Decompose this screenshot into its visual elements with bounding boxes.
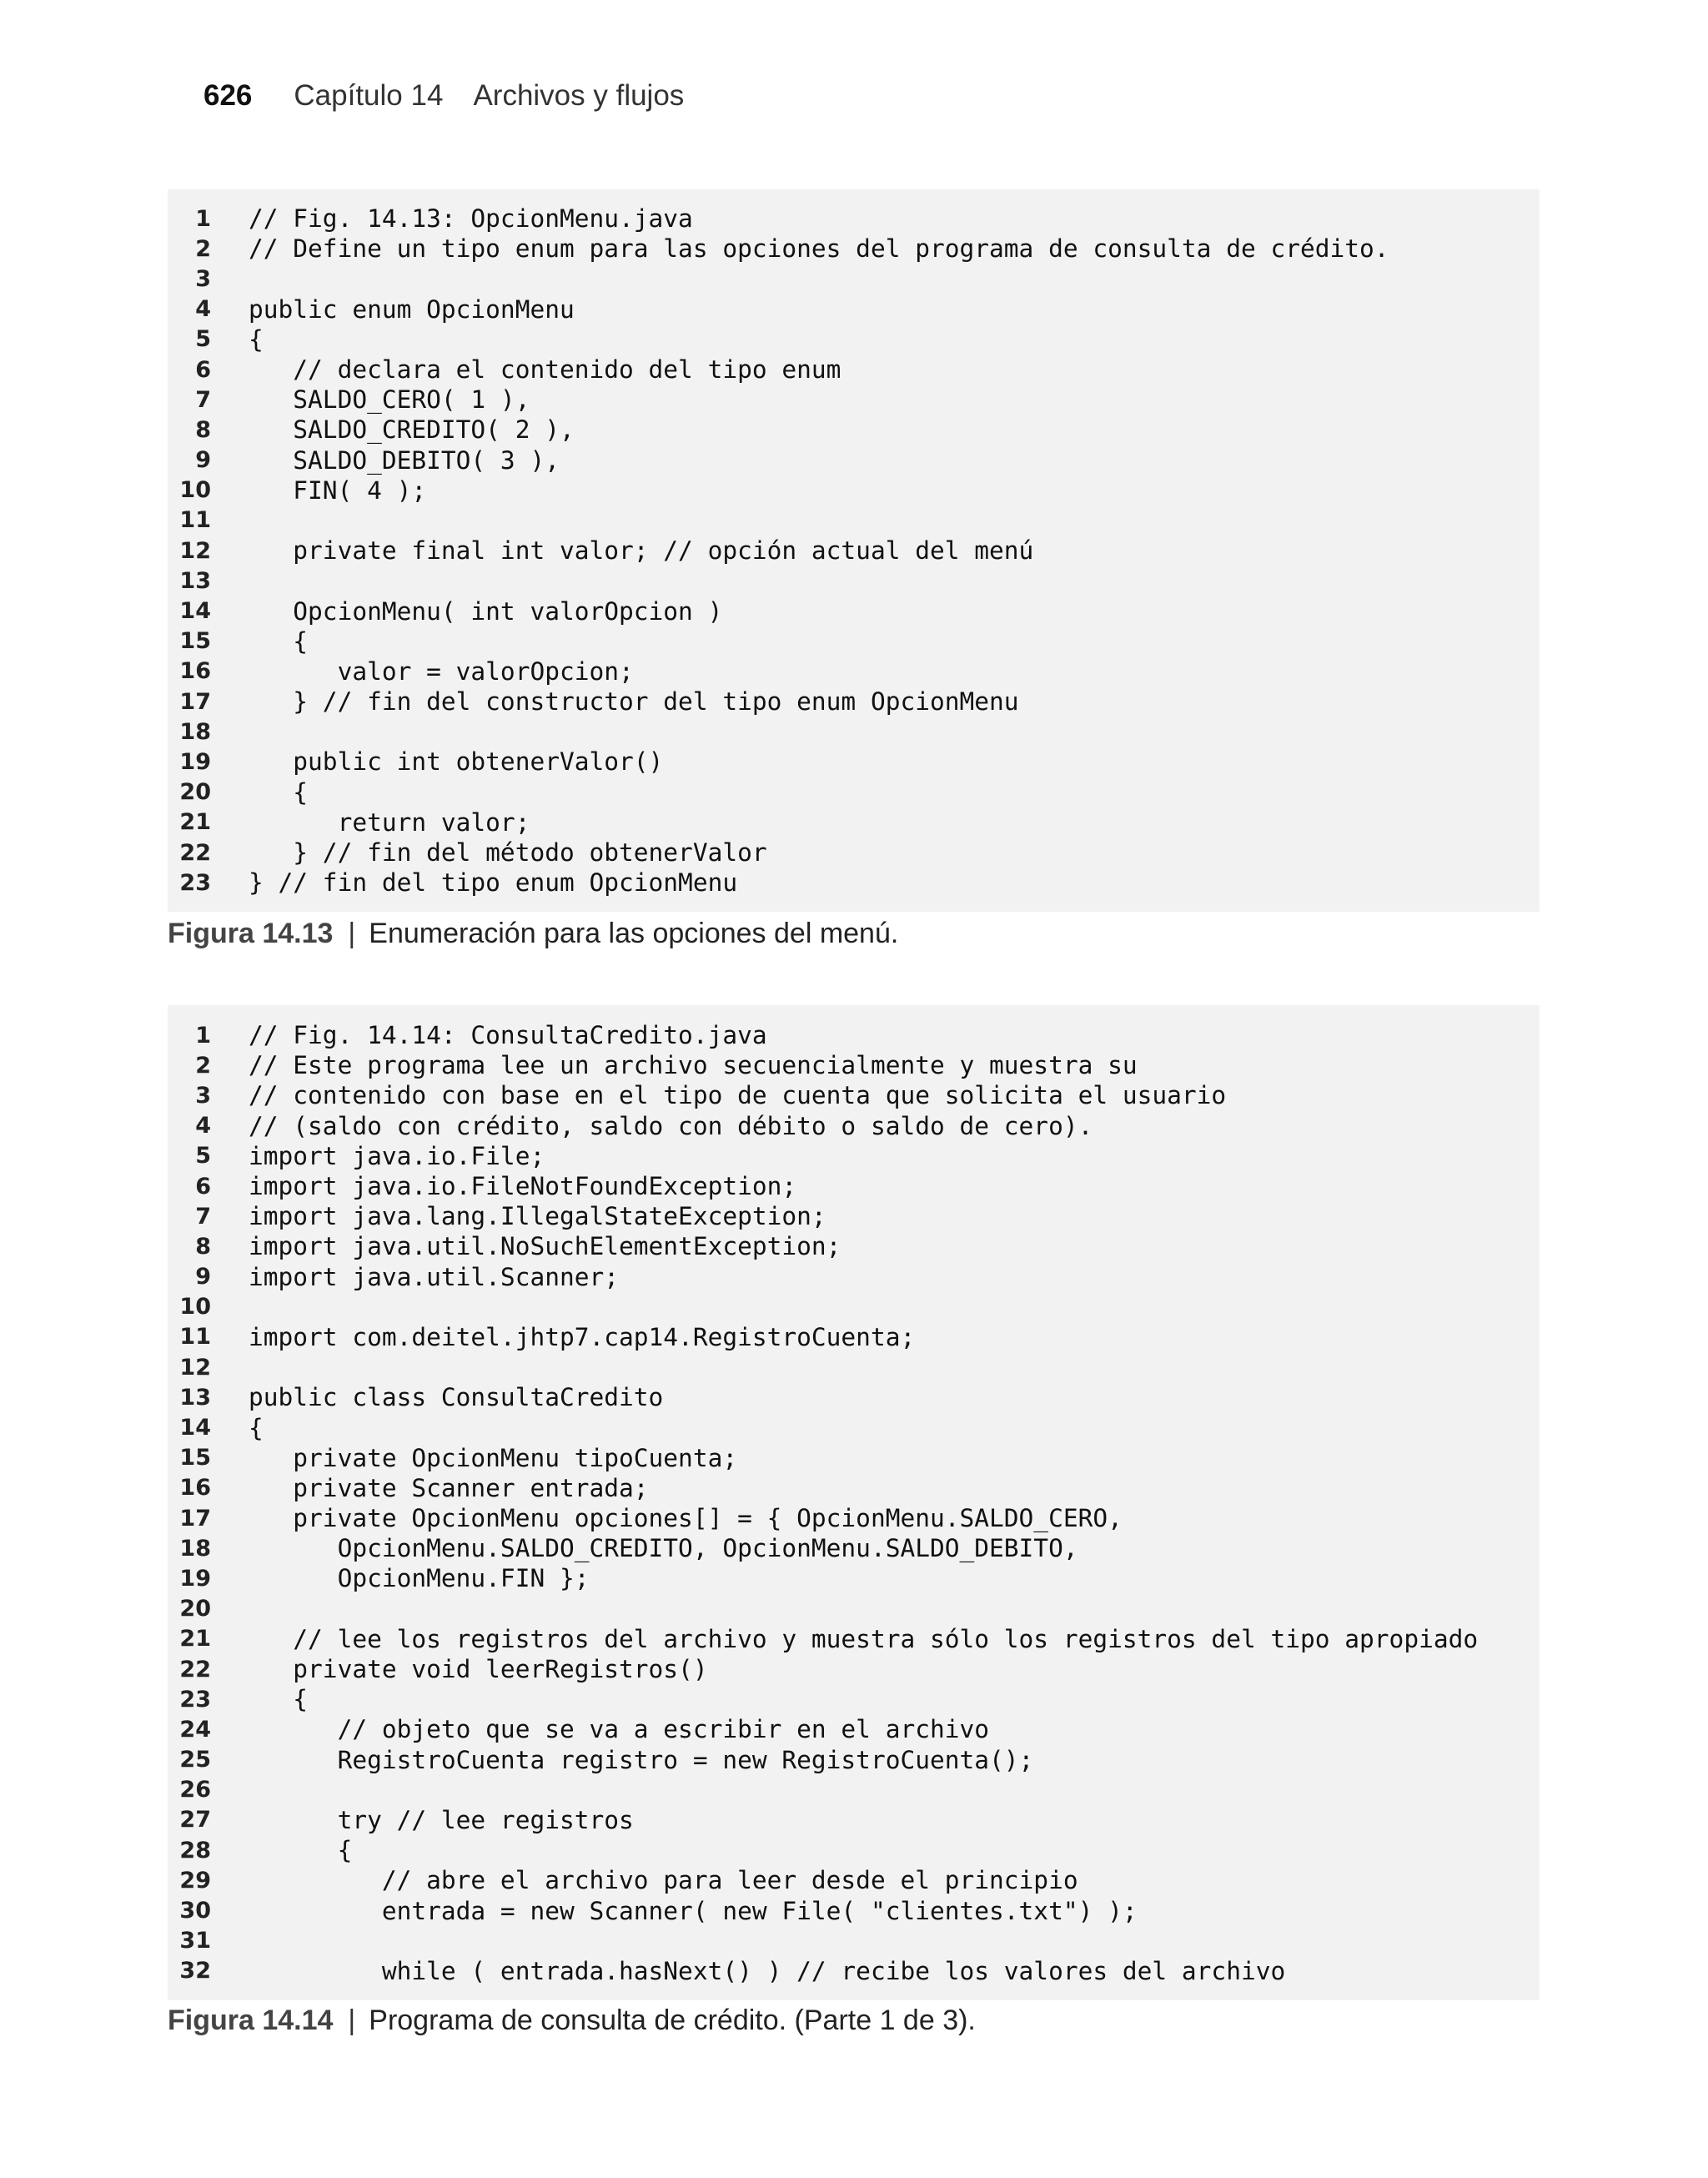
- line-number: 8: [195, 416, 211, 443]
- line-number: 21: [179, 1626, 211, 1652]
- line-number: 23: [179, 869, 211, 896]
- line-number: 6: [195, 1173, 211, 1200]
- figure-caption-14-14: [168, 2004, 976, 2037]
- line-number: 7: [195, 386, 211, 413]
- code-line: [168, 294, 1540, 324]
- line-number: 24: [179, 1716, 211, 1743]
- code-line: [168, 687, 1540, 717]
- code-line: [168, 1050, 1540, 1080]
- line-number: 17: [179, 688, 211, 715]
- line-number: 28: [179, 1837, 211, 1864]
- figure-label: Figura 14.14: [168, 2004, 334, 2036]
- code-line: [168, 1533, 1540, 1563]
- code-line: [168, 264, 1540, 294]
- code-text: // Define un tipo enum para las opciones del programa de consulta de crédito.: [249, 234, 1389, 264]
- code-line: [168, 1171, 1540, 1201]
- code-text: } // fin del método obtenerValor: [249, 838, 767, 868]
- line-number: 3: [195, 1082, 211, 1109]
- code-line: [168, 1473, 1540, 1503]
- code-text: private OpcionMenu tipoCuenta;: [249, 1443, 738, 1472]
- code-text: import com.deitel.jhtp7.cap14.RegistroCuenta;: [249, 1322, 916, 1351]
- code-line: [168, 1322, 1540, 1352]
- line-number: 27: [179, 1807, 211, 1833]
- code-text: // lee los registros del archivo y muestra sólo los registros del tipo apropiado: [249, 1624, 1479, 1653]
- line-number: 17: [179, 1505, 211, 1532]
- code-line: [168, 355, 1540, 385]
- line-number: 19: [179, 748, 211, 775]
- code-text: RegistroCuenta registro = new RegistroCuenta();: [249, 1745, 1034, 1774]
- code-text: // Fig. 14.14: ConsultaCredito.java: [249, 1021, 767, 1050]
- line-number: 9: [195, 447, 211, 474]
- code-line: [168, 1775, 1540, 1805]
- line-number: 12: [179, 1354, 211, 1381]
- code-line: [168, 777, 1540, 807]
- code-text: import java.io.FileNotFoundException;: [249, 1172, 797, 1201]
- line-number: 19: [179, 1565, 211, 1592]
- line-number: 14: [179, 598, 211, 625]
- line-number: 6: [195, 356, 211, 383]
- code-line: [168, 536, 1540, 566]
- code-line: [168, 596, 1540, 626]
- code-text: } // fin del tipo enum OpcionMenu: [249, 868, 738, 898]
- code-line: [168, 1624, 1540, 1654]
- code-line: [168, 1926, 1540, 1956]
- caption-separator: |: [348, 2004, 356, 2036]
- code-line: [168, 1292, 1540, 1322]
- line-number: 11: [179, 507, 211, 534]
- code-text: import java.lang.IllegalStateException;: [249, 1202, 826, 1231]
- code-text: OpcionMenu.SALDO_CREDITO, OpcionMenu.SALDO_DEBITO,: [249, 1534, 1078, 1563]
- line-number: 18: [179, 1535, 211, 1562]
- figure-caption-text: Programa de consulta de crédito. (Parte 1 de 3).: [369, 2004, 976, 2036]
- code-text: private OpcionMenu opciones[] = { OpcionMenu.SALDO_CERO,: [249, 1504, 1123, 1533]
- line-number: 5: [195, 1143, 211, 1169]
- line-number: 26: [179, 1777, 211, 1803]
- line-number: 2: [195, 235, 211, 262]
- code-line: [168, 385, 1540, 415]
- code-text: import java.io.File;: [249, 1141, 545, 1170]
- code-line: [168, 1745, 1540, 1775]
- code-line: [168, 717, 1540, 747]
- code-line: [168, 1714, 1540, 1744]
- line-number: 22: [179, 1656, 211, 1683]
- page-header: [203, 79, 684, 121]
- line-number: 13: [179, 1384, 211, 1411]
- code-line: [168, 1443, 1540, 1473]
- code-text: // (saldo con crédito, saldo con débito o saldo de cero).: [249, 1111, 1093, 1140]
- line-number: 22: [179, 839, 211, 866]
- code-text: SALDO_CERO( 1 ),: [249, 385, 530, 415]
- line-number: 11: [179, 1324, 211, 1351]
- code-line: [168, 1805, 1540, 1835]
- line-number: 7: [195, 1203, 211, 1230]
- code-line: [168, 1262, 1540, 1292]
- line-number: 2: [195, 1052, 211, 1079]
- line-number: 14: [179, 1415, 211, 1441]
- line-number: 1: [195, 1022, 211, 1049]
- figure-caption-text: Enumeración para las opciones del menú.: [369, 918, 899, 949]
- page-number: 626: [203, 79, 253, 112]
- code-line: [168, 747, 1540, 777]
- line-number: 23: [179, 1686, 211, 1713]
- code-line: [168, 445, 1540, 475]
- code-line: [168, 1956, 1540, 1986]
- code-line: [168, 868, 1540, 898]
- code-text: try // lee registros: [249, 1805, 634, 1834]
- code-line: [168, 1412, 1540, 1442]
- line-number: 12: [179, 537, 211, 564]
- code-text: {: [249, 626, 309, 656]
- code-line: [168, 837, 1540, 868]
- line-number: 20: [179, 779, 211, 806]
- code-text: {: [249, 1836, 353, 1865]
- code-line: [168, 324, 1540, 355]
- line-number: 16: [179, 658, 211, 685]
- line-number: 21: [179, 809, 211, 836]
- code-line: [168, 1835, 1540, 1865]
- code-text: public enum OpcionMenu: [249, 294, 575, 324]
- line-number: 15: [179, 628, 211, 655]
- code-text: // declara el contenido del tipo enum: [249, 355, 841, 385]
- line-number: 32: [179, 1958, 211, 1984]
- caption-separator: |: [348, 918, 356, 949]
- line-number: 4: [195, 1113, 211, 1139]
- code-line: [168, 1865, 1540, 1895]
- code-line: [168, 1382, 1540, 1412]
- code-line: [168, 1352, 1540, 1382]
- code-text: import java.util.Scanner;: [249, 1262, 620, 1291]
- code-text: {: [249, 1685, 309, 1714]
- code-text: public int obtenerValor(): [249, 747, 664, 777]
- code-line: [168, 626, 1540, 656]
- line-number: 25: [179, 1747, 211, 1773]
- code-listing-fig-14-13: [168, 189, 1540, 912]
- line-number: 5: [195, 326, 211, 353]
- code-text: valor = valorOpcion;: [249, 656, 634, 686]
- code-text: FIN( 4 );: [249, 475, 427, 505]
- code-text: } // fin del constructor del tipo enum OpcionMenu: [249, 687, 1019, 717]
- code-line: [168, 807, 1540, 837]
- code-text: // objeto que se va a escribir en el archivo: [249, 1715, 990, 1744]
- figure-label: Figura 14.13: [168, 918, 334, 949]
- chapter-label: Capítulo 14: [294, 79, 444, 112]
- line-number: 30: [179, 1898, 211, 1924]
- line-number: 15: [179, 1445, 211, 1471]
- code-text: OpcionMenu.FIN };: [249, 1564, 590, 1593]
- code-line: [168, 1020, 1540, 1050]
- line-number: 1: [195, 205, 211, 232]
- code-text: public class ConsultaCredito: [249, 1383, 664, 1412]
- code-text: SALDO_CREDITO( 2 ),: [249, 415, 575, 445]
- code-line: [168, 1563, 1540, 1593]
- line-number: 13: [179, 567, 211, 594]
- code-text: SALDO_DEBITO( 3 ),: [249, 445, 560, 475]
- code-text: return valor;: [249, 807, 530, 837]
- line-number: 8: [195, 1233, 211, 1260]
- line-number: 18: [179, 718, 211, 745]
- code-line: [168, 1080, 1540, 1110]
- code-text: {: [249, 1413, 264, 1442]
- code-line: [168, 1654, 1540, 1684]
- code-text: // Este programa lee un archivo secuencialmente y muestra su: [249, 1051, 1138, 1080]
- figure-caption-14-13: [168, 918, 898, 950]
- code-line: [168, 1594, 1540, 1624]
- code-text: OpcionMenu( int valorOpcion ): [249, 596, 723, 626]
- code-text: private Scanner entrada;: [249, 1473, 649, 1502]
- line-number: 9: [195, 1264, 211, 1290]
- code-text: // contenido con base en el tipo de cuenta que solicita el usuario: [249, 1081, 1227, 1110]
- code-line: [168, 1503, 1540, 1533]
- code-line: [168, 475, 1540, 506]
- code-line: [168, 1895, 1540, 1925]
- code-line: [168, 415, 1540, 445]
- code-line: [168, 204, 1540, 234]
- line-number: 10: [179, 477, 211, 504]
- code-text: import java.util.NoSuchElementException;: [249, 1232, 841, 1261]
- line-number: 3: [195, 265, 211, 292]
- line-number: 4: [195, 296, 211, 323]
- code-line: [168, 234, 1540, 264]
- code-text: // abre el archivo para leer desde el principio: [249, 1866, 1078, 1895]
- code-line: [168, 1141, 1540, 1171]
- line-number: 29: [179, 1867, 211, 1894]
- line-number: 16: [179, 1475, 211, 1501]
- code-line: [168, 1231, 1540, 1261]
- code-listing-fig-14-14: [168, 1005, 1540, 2000]
- code-text: {: [249, 777, 309, 807]
- code-text: while ( entrada.hasNext() ) // recibe los valores del archivo: [249, 1956, 1286, 1985]
- code-line: [168, 506, 1540, 536]
- code-line: [168, 656, 1540, 687]
- code-text: private final int valor; // opción actual del menú: [249, 536, 1034, 566]
- code-text: {: [249, 324, 264, 354]
- line-number: 31: [179, 1928, 211, 1954]
- code-line: [168, 566, 1540, 596]
- code-line: [168, 1684, 1540, 1714]
- chapter-title: Archivos y flujos: [473, 79, 685, 112]
- line-number: 20: [179, 1596, 211, 1622]
- line-number: 10: [179, 1294, 211, 1320]
- code-line: [168, 1111, 1540, 1141]
- code-text: entrada = new Scanner( new File( "clientes.txt") );: [249, 1896, 1138, 1925]
- code-line: [168, 1201, 1540, 1231]
- code-text: private void leerRegistros(): [249, 1655, 708, 1684]
- code-text: // Fig. 14.13: OpcionMenu.java: [249, 204, 693, 234]
